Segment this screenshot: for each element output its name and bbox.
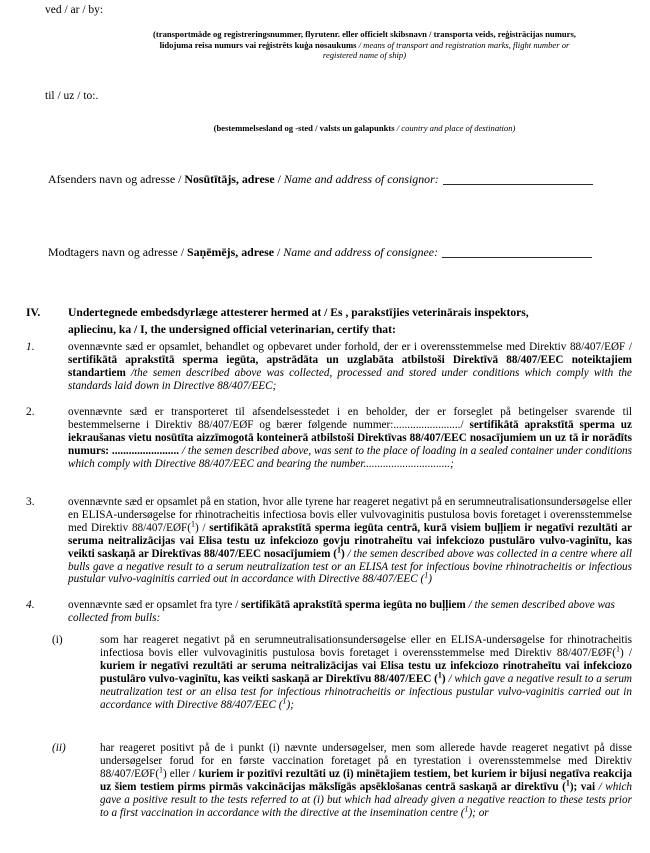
transport-by-caption-line1: (transportmåde og registreringsnummer, flyrutenr. eller officielt skibsnavn / transporta veids, reģistrācijas numurs, bbox=[153, 29, 576, 39]
item-2-text-en: / the semen described above, was sent to the place of loading in a sealed container under conditions which comply with Directive 88/407/EEC and bearing the number...............................; bbox=[68, 444, 632, 470]
consignee-sep-1: / bbox=[180, 245, 188, 259]
subitem-ii-text-lv: kuriem ir pozitīvi rezultāti uz (i) minētajiem testiem, bet kuriem ir bijusi negatīva reakcija uz šiem testiem pirms pirmās vakcinācijas mākslīgās apsēklošanas centrā saskaņā ar direktīvu ( bbox=[100, 767, 632, 793]
section-heading-line2: apliecinu, ka / I, the undersigned official veterinarian, certify that: bbox=[68, 322, 396, 336]
consignee-sep-2: / bbox=[274, 245, 284, 259]
destination-to-label bbox=[45, 90, 98, 103]
subitem-ii-text-en: / which gave a positive result to the tests referred to at (i) but which had already given a negative reaction to these tests prior to a first vaccination in accordance with the directive at the insemination centre ( bbox=[100, 780, 633, 819]
consignor-sep-1: / bbox=[178, 172, 185, 186]
item-3-text-dk: ovennævnte sæd er opsamlet på en station, hvor alle tyrene har reageret negativt på en serumneutralisationsundersøgelse eller en ELISA-undersøgelse for rhinotracheitis infectiosa bovis eller vulvovaginitis pustulosa bovis foretaget i overensstemmelse med Direktiv 88/407/EØF( bbox=[68, 496, 632, 534]
item-4-text-dk: ovennævnte sæd er opsamlet fra tyre / bbox=[68, 599, 242, 611]
destination-to-caption-bold: (bestemmelsesland og -sted / valsts un galapunkts bbox=[213, 123, 395, 133]
section-heading-line1: Undertegnede embedsdyrlæge attesterer hermed at / Es , parakstījies veterinārais inspektors, bbox=[68, 306, 529, 319]
item-1-text-en: /the semen described above was collected, processed and stored under conditions which comply with the standards laid down in Directive 88/407/EEC; bbox=[68, 366, 632, 392]
transport-by-caption-line2-bold: lidojuma reisa numurs vai reģistrēts kuģa nosaukums bbox=[159, 39, 357, 50]
subitem-i-roman bbox=[52, 634, 96, 646]
subitem-ii-text-dk: har reageret positivt på de i punkt (i) nævnte undersøgelser, men som allerede havde reageret negativt på disse undersøgelser forud for en første vaccination foretaget på en tyrestation i overensstemmelse med Direktiv 88/407/EØF( bbox=[100, 742, 632, 780]
destination-to-caption-italic: / country and place of destination) bbox=[394, 123, 516, 133]
transport-by-caption bbox=[44, 29, 650, 61]
item-1-text-lv: sertifikātā aprakstītā sperma iegūta, apstrādāta un uzglabāta atbilstoši Direktīvā 88/407/EEC noteiktajiem standartiem bbox=[68, 353, 632, 379]
item-4-number bbox=[26, 599, 66, 611]
item-4-text-lv: sertifikātā aprakstītā sperma iegūta no buļļiem bbox=[241, 599, 469, 611]
subitem-i-roman-text: (i) bbox=[52, 634, 63, 646]
item-2-text-dk: ovennævnte sæd er transporteret til afsendelsesstedet i en beholder, der er forseglet på betingelser svarende til bestemmelserne i Direktiv 88/407/EØF og bærer følgende nummer:......................../ bbox=[68, 406, 632, 431]
subitem-ii-roman bbox=[52, 742, 96, 754]
item-3-footnote-dk: 1 bbox=[191, 519, 195, 529]
consignor-sep-2: / bbox=[274, 172, 284, 186]
subitem-ii-footnote-en: 1 bbox=[464, 803, 469, 813]
subitem-ii-text-lv-after: ); vai bbox=[569, 780, 599, 793]
item-3-text-lv: sertifikātā aprakstītā sperma iegūta centrā, kurā visiem buļļiem ir negatīvi rezultāti ar seruma neitralizācijas vai Elisa testu uz infekciozo govju rinotraheītu vai infekciozo pustulāro vulvo-vaginītu, kas veikti saskaņā ar Direktīvas 88/407/EEC nosacījumiem ( bbox=[68, 521, 632, 560]
item-4-text-en: / the semen described above was collected from bulls: bbox=[68, 599, 615, 624]
subitem-ii-footnote-lv: 1 bbox=[565, 777, 570, 787]
consignee-label-en: Name and address of consignee: bbox=[283, 245, 439, 259]
item-1-number bbox=[26, 341, 66, 353]
item-3-footnote-en: 1 bbox=[424, 570, 429, 580]
item-2-text bbox=[68, 406, 632, 471]
item-1-number-text: 1. bbox=[26, 341, 35, 353]
subitem-i-footnote-lv: 1 bbox=[437, 669, 442, 679]
item-3-text-lv-after: ) bbox=[340, 547, 348, 560]
item-3-text bbox=[68, 496, 632, 586]
item-4-number-text: 4. bbox=[26, 599, 35, 611]
subitem-ii-roman-text: (ii) bbox=[52, 742, 66, 754]
subitem-i-footnote-dk: 1 bbox=[615, 644, 620, 654]
item-3-number bbox=[26, 496, 66, 508]
consignor-input-line-1[interactable] bbox=[443, 184, 593, 185]
item-3-number-text: 3. bbox=[26, 496, 35, 508]
subitem-ii-footnote-dk: 1 bbox=[159, 765, 164, 775]
subitem-ii-text-en-after: ); or bbox=[468, 806, 489, 819]
transport-by-label bbox=[45, 4, 103, 17]
consignee-row bbox=[48, 245, 638, 260]
subitem-i-text-dk: som har reageret negativt på en serumneutralisationsundersøgelse eller en ELISA-undersøgelse for rhinotracheitis infectiosa bovis eller vulvovaginitis pustulosa bovis foretaget i overensstemmelse med Direktiv 88/407/EØF( bbox=[100, 634, 632, 659]
item-1-text bbox=[68, 341, 632, 393]
consignor-label-lv: Nosūtītājs, adrese bbox=[184, 172, 275, 186]
section-heading bbox=[68, 305, 638, 338]
consignee-input-line-1[interactable] bbox=[442, 257, 592, 258]
subitem-i-text bbox=[100, 634, 632, 711]
consignee-label-dk: Modtagers navn og adresse bbox=[48, 245, 178, 259]
item-4-text bbox=[68, 599, 632, 625]
section-number bbox=[26, 305, 66, 322]
subitem-i-text-dk-after: ) / bbox=[619, 646, 632, 659]
subitem-i-footnote-en: 1 bbox=[282, 695, 287, 705]
subitem-i-text-en-after: ); bbox=[286, 698, 294, 711]
subitem-ii-text-dk-after: ) eller / bbox=[163, 767, 199, 780]
destination-to-caption bbox=[44, 123, 650, 134]
consignor-row bbox=[48, 172, 638, 187]
item-2-number-text: 2. bbox=[26, 406, 35, 418]
transport-by-caption-line3-italic: registered name of ship) bbox=[322, 50, 407, 61]
subitem-i-text-lv-after: ) bbox=[441, 672, 449, 685]
consignor-label-en: Name and address of consignor: bbox=[283, 172, 439, 186]
transport-by-caption-line2-italic: / means of transport and registration marks, flight number or bbox=[356, 39, 570, 50]
subitem-ii-text bbox=[100, 742, 632, 819]
subitem-i-text-en: / which gave a negative result to a serum neutralization test or an elisa test for infectious rhinotracheitis or infectious pustular vulvo-vaginitis carried out in accordance with Directive 88/407/EEC ( bbox=[100, 672, 632, 711]
item-3-text-en-after: ) bbox=[428, 573, 432, 586]
item-2-text-lv: sertifikātā aprakstītā sperma uz iekraušanas vietu nosūtīta aizzīmogotā konteinerā atbilstoši Direktīvas 88/407/EEC nosacījumiem un uz tā ir norādīts numurs: ........................ bbox=[68, 418, 632, 457]
item-3-text-en: / the semen described above was collected in a centre where all bulls gave a negative result to a serum neutralization test or an ELISA test for infectious bovine rhinotracheitis or infectious pustular vulvo-vaginitis carried out in accordance with Directive 88/407/EEC ( bbox=[68, 547, 632, 586]
destination-to-label-text: til / uz / to:. bbox=[45, 90, 99, 102]
consignor-label-dk: Afsenders navn og adresse bbox=[48, 172, 176, 186]
item-2-number bbox=[26, 406, 66, 418]
transport-by-label-text: ved / ar / by: bbox=[45, 4, 104, 16]
item-3-footnote-lv: 1 bbox=[336, 544, 341, 554]
section-number-text: IV. bbox=[26, 306, 41, 319]
subitem-i-text-lv: kuriem ir negatīvi rezultāti ar seruma neitralizācijas vai Elisa testu uz infekciozo rinotraheītu vai infekciozo pustulāro vulvo-vaginītu, kas veikti saskaņā ar Direktīvu 88/407/EEC ( bbox=[100, 659, 632, 685]
item-3-text-dk-after: ) / bbox=[195, 521, 210, 534]
item-1-text-dk: ovennævnte sæd er opsamlet, behandlet og opbevaret under forhold, der er i overensstemmelse med Direktiv 88/407/EØF / bbox=[68, 341, 632, 353]
consignee-label-lv: Saņēmējs, adrese bbox=[187, 245, 275, 259]
